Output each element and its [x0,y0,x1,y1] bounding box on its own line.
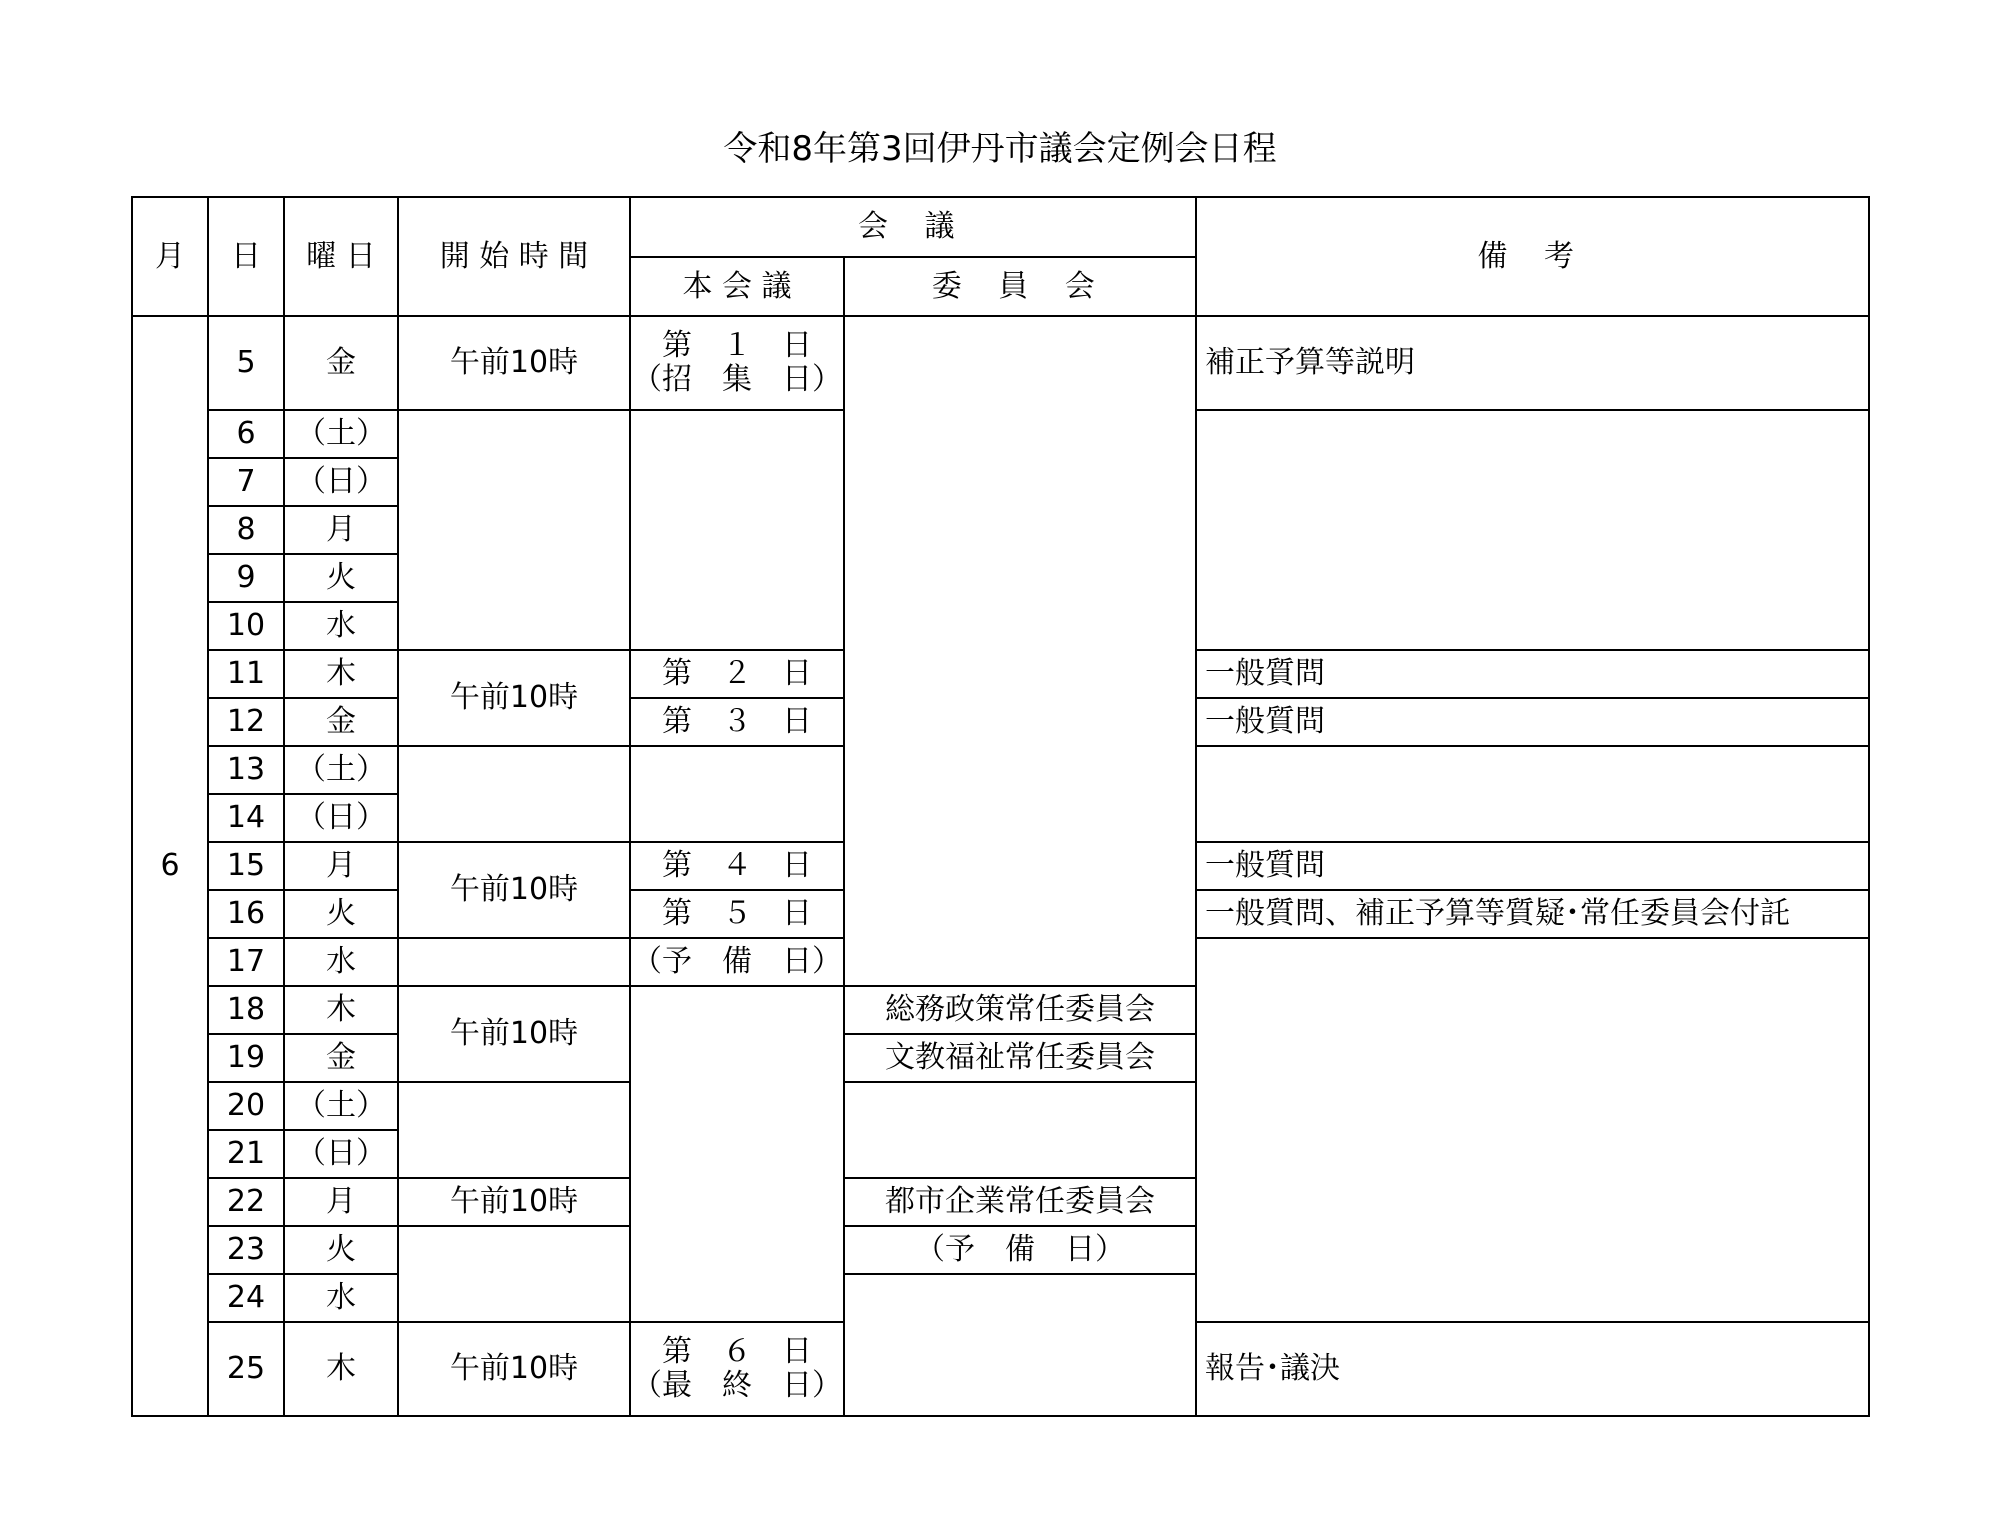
remarks-cell: 一般質問 [1196,698,1869,746]
plenary-cell [630,410,844,650]
weekday-cell: （土） [284,1082,398,1130]
time-cell [398,746,630,842]
weekday-cell: （土） [284,410,398,458]
weekday-cell: （土） [284,746,398,794]
weekday-cell: 金 [284,698,398,746]
header-day: 日 [208,197,284,316]
plenary-cell: 第 ３ 日 [630,698,844,746]
committee-cell [844,316,1196,986]
remarks-cell [1196,746,1869,842]
time-cell [398,1082,630,1178]
plenary-cell: 第 ４ 日 [630,842,844,890]
day-cell: 12 [208,698,284,746]
table-row [132,316,1869,410]
remarks-cell: 補正予算等説明 [1196,316,1869,410]
committee-cell: 都市企業常任委員会 [844,1178,1196,1226]
weekday-cell: 月 [284,506,398,554]
weekday-cell: （日） [284,1130,398,1178]
remarks-cell: 一般質問 [1196,842,1869,890]
weekday-cell: 金 [284,316,398,410]
weekday-cell: 木 [284,1322,398,1416]
day-cell: 22 [208,1178,284,1226]
remarks-cell: 一般質問、補正予算等質疑･常任委員会付託 [1196,890,1869,938]
schedule-table [131,196,1870,1417]
weekday-cell: （日） [284,794,398,842]
weekday-cell: 月 [284,1178,398,1226]
day-cell: 11 [208,650,284,698]
plenary-cell: （予 備 日） [630,938,844,986]
time-cell [398,410,630,650]
time-cell [398,938,630,986]
committee-cell [844,1082,1196,1178]
day-cell: 24 [208,1274,284,1322]
remarks-cell: 一般質問 [1196,650,1869,698]
weekday-cell: 火 [284,554,398,602]
day-cell: 5 [208,316,284,410]
day-cell: 23 [208,1226,284,1274]
header-committee: 委 員 会 [844,257,1196,316]
plenary-cell [630,746,844,842]
day-cell: 6 [208,410,284,458]
weekday-cell: 金 [284,1034,398,1082]
plenary-cell: 第 ６ 日 （最 終 日） [630,1322,844,1416]
remarks-cell: 報告･議決 [1196,1322,1869,1416]
committee-cell [844,1274,1196,1416]
weekday-cell: 木 [284,986,398,1034]
header-plenary: 本 会 議 [630,257,844,316]
header-row [132,197,1869,257]
weekday-cell: 月 [284,842,398,890]
day-cell: 10 [208,602,284,650]
time-cell: 午前10時 [398,1178,630,1226]
time-cell: 午前10時 [398,986,630,1082]
weekday-cell: 火 [284,1226,398,1274]
committee-cell: 文教福祉常任委員会 [844,1034,1196,1082]
committee-cell: 総務政策常任委員会 [844,986,1196,1034]
header-weekday: 曜 日 [284,197,398,316]
weekday-cell: 火 [284,890,398,938]
plenary-cell: 第 ２ 日 [630,650,844,698]
time-cell [398,1226,630,1322]
page-title: 令和8年第3回伊丹市議会定例会日程 [723,129,1277,169]
day-cell: 20 [208,1082,284,1130]
committee-cell: （予 備 日） [844,1226,1196,1274]
weekday-cell: 水 [284,1274,398,1322]
time-cell: 午前10時 [398,316,630,410]
plenary-cell: 第 ５ 日 [630,890,844,938]
remarks-cell [1196,938,1869,1322]
time-cell: 午前10時 [398,1322,630,1416]
day-cell: 18 [208,986,284,1034]
day-cell: 15 [208,842,284,890]
weekday-cell: 木 [284,650,398,698]
plenary-cell: 第 １ 日 （招 集 日） [630,316,844,410]
time-cell: 午前10時 [398,842,630,938]
day-cell: 21 [208,1130,284,1178]
header-remarks: 備 考 [1196,197,1869,316]
day-cell: 9 [208,554,284,602]
weekday-cell: 水 [284,602,398,650]
day-cell: 13 [208,746,284,794]
time-cell: 午前10時 [398,650,630,746]
header-start-time: 開 始 時 間 [398,197,630,316]
weekday-cell: 水 [284,938,398,986]
month-cell: 6 [132,316,208,1416]
header-meeting: 会 議 [630,197,1196,257]
day-cell: 19 [208,1034,284,1082]
day-cell: 7 [208,458,284,506]
day-cell: 8 [208,506,284,554]
day-cell: 16 [208,890,284,938]
header-month: 月 [132,197,208,316]
day-cell: 25 [208,1322,284,1416]
day-cell: 14 [208,794,284,842]
plenary-cell [630,986,844,1322]
day-cell: 17 [208,938,284,986]
remarks-cell [1196,410,1869,650]
weekday-cell: （日） [284,458,398,506]
